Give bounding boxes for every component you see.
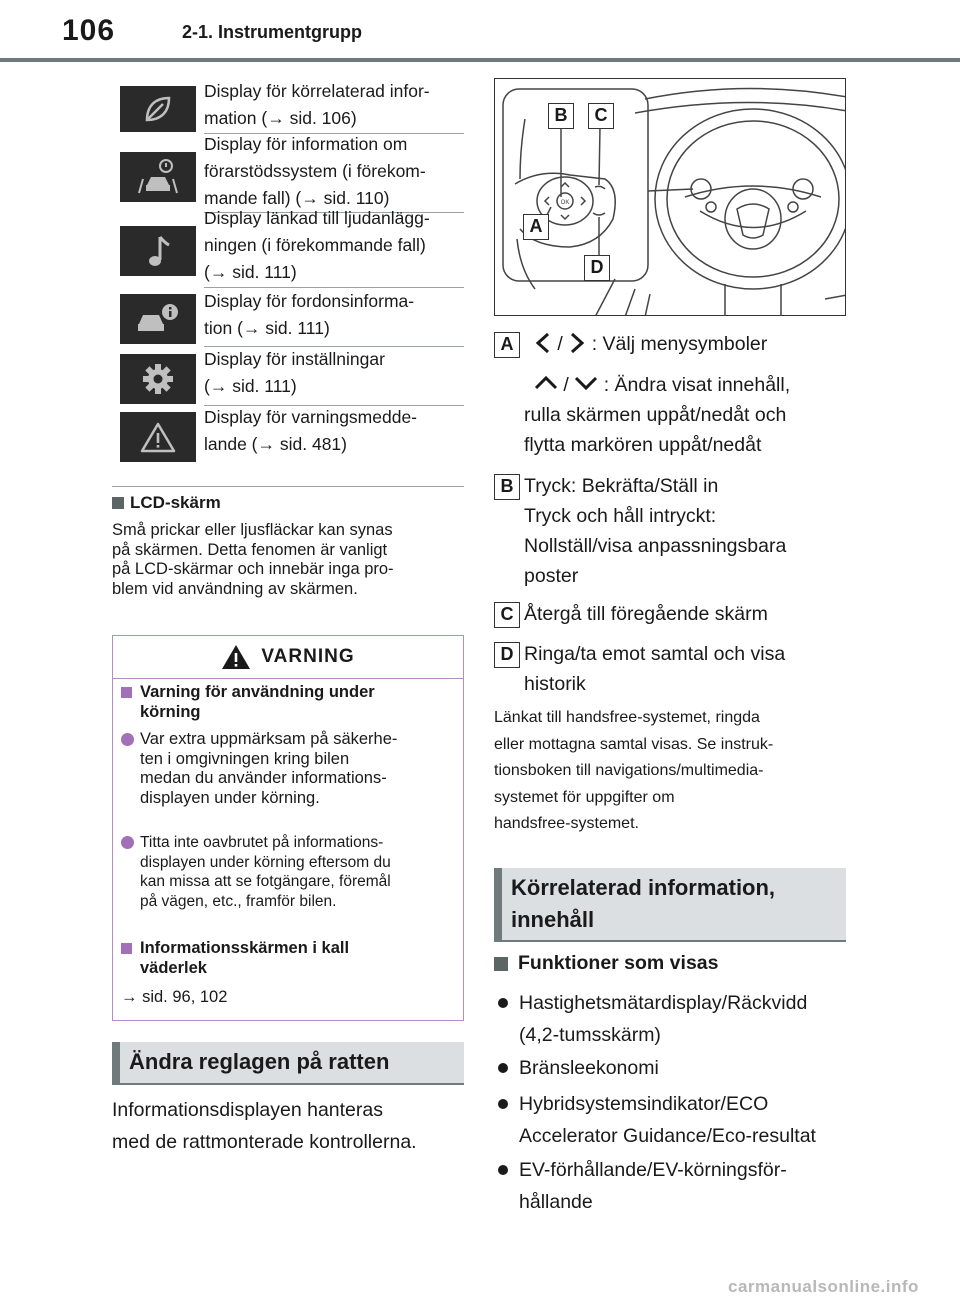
display-item-driving-info [120, 80, 470, 132]
function-item [494, 1052, 854, 1084]
control-b-text: Tryck: Bekräfta/Ställ in Tryck och håll intryckt: Nollställ/visa anpassningsbara poster [524, 475, 787, 587]
music-note-icon [120, 226, 196, 276]
function-item [494, 1154, 854, 1218]
label-c: C [494, 602, 520, 628]
label-a: A [494, 332, 520, 358]
warning-item [121, 730, 455, 808]
chevron-up-icon [534, 375, 558, 391]
control-d-text: Ringa/ta emot samtal och visa historik [524, 643, 786, 695]
display-item-driver-assist [120, 134, 470, 208]
warning-item-text: Titta inte oavbrutet på informations- displayen under körning eftersom du kan missa att se fotgängare, föremål på vägen, etc., framför bilen. [140, 834, 391, 910]
control-a-text2: : Ändra visat innehåll, rulla skärmen uppåt/nedåt och flytta markören uppåt/nedåt [524, 374, 791, 456]
illustration-label-c: C [588, 103, 614, 129]
square-bullet [121, 687, 132, 698]
section-stripe [494, 868, 502, 940]
separator: / [557, 333, 563, 355]
vehicle-info-icon [120, 294, 196, 344]
gear-icon [120, 354, 196, 404]
section-header-driving-info [494, 868, 846, 942]
section-title: 2-1. Instrumentgrupp [182, 22, 363, 42]
square-bullet [112, 497, 124, 509]
separator: / [563, 374, 569, 396]
warning-subheading-text: Informationsskärmen i kall väderlek [140, 939, 350, 977]
warning-item-text: Var extra uppmärksam på säkerhe- ten i omgivningen kring bilen medan du använder informations- displayen under körning. [140, 730, 398, 807]
chevron-left-icon [534, 332, 552, 354]
display-item-vehicle [120, 293, 470, 347]
display-item-audio [120, 208, 470, 282]
section-header-steering [112, 1042, 464, 1085]
dot-bullet [498, 1165, 508, 1175]
dot-bullet [121, 733, 134, 746]
function-item [494, 987, 854, 1051]
label-b: B [494, 474, 520, 500]
warning-item-text: → sid. 96, 102 [121, 988, 228, 1006]
square-bullet [121, 943, 132, 954]
page-number: 106 [62, 14, 116, 47]
handsfree-note: Länkat till handsfree-systemet, ringda eller mottagna samtal visas. Se instruk- tionsboken till navigations/multimedia- systemet för uppgifter om handsfree-systemet. [494, 709, 774, 832]
functions-heading-text: Funktioner som visas [518, 952, 719, 974]
display-item-text: Display för information om förarstödssystem (i förekom- mande fall) (→ sid. 110) [204, 134, 426, 208]
dot-bullet [121, 836, 134, 849]
display-item-text: Display för körrelaterad infor- mation (→ sid. 106) [204, 81, 430, 128]
steering-wheel-illustration [494, 78, 846, 316]
control-c-text: Återgå till föregående skärm [524, 603, 768, 625]
lcd-heading-text: LCD-skärm [130, 493, 221, 512]
display-item-warning [120, 407, 470, 464]
leaf-icon [120, 86, 196, 132]
function-item [494, 1088, 854, 1152]
warning-item [121, 988, 455, 1008]
lcd-text: Små prickar eller ljusfläckar kan synas på skärmen. Detta fenomen är vanligt på LCD-skärmar och innebär inga pro- blem vid användning av skärmen. [112, 521, 394, 598]
header-rule [0, 58, 960, 62]
chevron-right-icon [568, 332, 586, 354]
warning-icon [120, 412, 196, 462]
control-a-text: : Välj menysymboler [591, 333, 768, 355]
warning-item [121, 833, 455, 911]
divider [112, 486, 464, 487]
illustration-label-b: B [548, 103, 574, 129]
square-bullet [494, 957, 508, 971]
warning-subheading [121, 939, 455, 978]
functions-heading [494, 952, 718, 975]
function-item-text: Hastighetsmätardisplay/Räckvidd (4,2-tumsskärm) [519, 992, 808, 1046]
dot-bullet [498, 1063, 508, 1073]
warning-subheading [121, 683, 455, 722]
warning-header [113, 636, 463, 679]
control-a-row2 [524, 370, 854, 460]
function-item-text: Bränsleekonomi [519, 1057, 659, 1079]
function-item-text: EV-förhållande/EV-körningsför- hållande [519, 1159, 787, 1213]
illustration-label-a: A [523, 214, 549, 240]
label-d: D [494, 642, 520, 668]
chevron-down-icon [574, 375, 598, 391]
ok-button-label: OK [560, 200, 570, 206]
dot-bullet [498, 998, 508, 1008]
warning-title: VARNING [261, 646, 355, 667]
lcd-heading [112, 493, 221, 513]
driver-assist-icon [120, 152, 196, 202]
steering-intro: Informationsdisplayen hanteras med de rattmonterade kontrollerna. [112, 1099, 417, 1153]
display-item-text: Display för inställningar (→ sid. 111) [204, 349, 385, 396]
function-item-text: Hybridsystemsindikator/ECO Accelerator Guidance/Eco-resultat [519, 1093, 816, 1147]
section-title: Ändra reglagen på ratten [129, 1049, 390, 1074]
display-item-settings [120, 349, 470, 406]
display-item-text: Display länkad till ljudanlägg- ningen (i förekommande fall) (→ sid. 111) [204, 208, 430, 282]
warning-triangle-icon [221, 644, 251, 670]
display-item-text: Display för fordonsinforma- tion (→ sid. 111) [204, 291, 415, 338]
section-title: Körrelaterad information, innehåll [511, 875, 776, 932]
display-item-text: Display för varningsmedde- lande (→ sid. 481) [204, 407, 418, 454]
warning-subheading-text: Varning för användning under körning [140, 683, 375, 721]
section-stripe [112, 1042, 120, 1083]
dot-bullet [498, 1099, 508, 1109]
watermark: carmanualsonline.info [728, 1277, 919, 1296]
warning-box [112, 635, 464, 1021]
illustration-label-d: D [584, 255, 610, 281]
